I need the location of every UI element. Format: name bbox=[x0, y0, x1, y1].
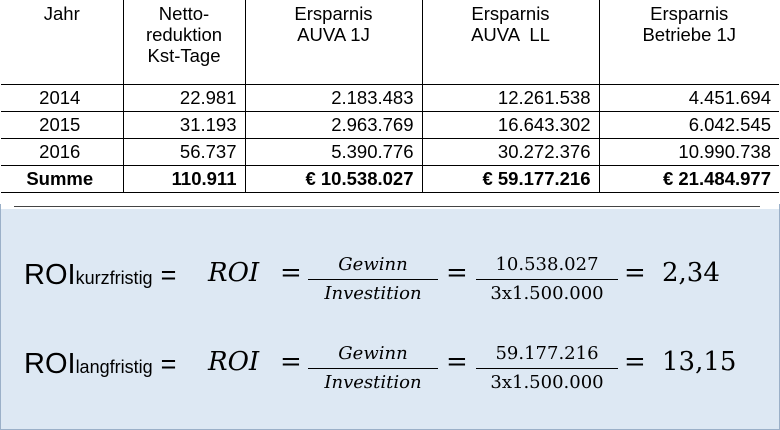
cell-netto: 31.193 bbox=[123, 112, 245, 139]
cell-summe-betriebe-1j: € 21.484.977 bbox=[599, 166, 779, 193]
fraction-gewinn-investition: Gewinn Investition bbox=[308, 342, 438, 395]
header-ersparnis-auva-ll: Ersparnis AUVA LL bbox=[422, 0, 599, 85]
equals-sign: = bbox=[280, 347, 302, 377]
header-nettoreduktion: Netto- reduktion Kst-Tage bbox=[123, 0, 245, 85]
cell-year: 2016 bbox=[1, 139, 123, 166]
header-jahr: Jahr bbox=[1, 0, 123, 85]
roi-result: 2,34 bbox=[662, 258, 720, 288]
roi-label: ROIkurzfristig = bbox=[24, 259, 177, 291]
equals-sign: = bbox=[624, 347, 646, 377]
cell-year: 2014 bbox=[1, 85, 123, 112]
cell-summe-auva-ll: € 59.177.216 bbox=[422, 166, 599, 193]
roi-result: 13,15 bbox=[662, 347, 737, 377]
section-divider bbox=[14, 206, 760, 207]
cell-summe-netto: 110.911 bbox=[123, 166, 245, 193]
equals-sign: = bbox=[446, 258, 468, 288]
cell-summe-auva-1j: € 10.538.027 bbox=[245, 166, 422, 193]
cell-summe-label: Summe bbox=[1, 166, 123, 193]
cell-year: 2015 bbox=[1, 112, 123, 139]
formula-panel bbox=[1, 209, 779, 429]
equals-sign: = bbox=[624, 258, 646, 288]
cell-netto: 56.737 bbox=[123, 139, 245, 166]
cell-netto: 22.981 bbox=[123, 85, 245, 112]
roi-symbol: ROI bbox=[208, 347, 260, 377]
header-ersparnis-auva-1j: Ersparnis AUVA 1J bbox=[245, 0, 422, 85]
table-row bbox=[1, 139, 779, 166]
table-row bbox=[1, 112, 779, 139]
fraction-values: 59.177.216 3x1.500.000 bbox=[476, 342, 618, 395]
cell-betriebe-1j: 10.990.738 bbox=[599, 139, 779, 166]
cell-auva-ll: 16.643.302 bbox=[422, 112, 599, 139]
fraction-gewinn-investition: Gewinn Investition bbox=[308, 253, 438, 306]
equals-sign: = bbox=[446, 347, 468, 377]
roi-symbol: ROI bbox=[208, 258, 260, 288]
cell-betriebe-1j: 4.451.694 bbox=[599, 85, 779, 112]
cell-betriebe-1j: 6.042.545 bbox=[599, 112, 779, 139]
roi-label: ROIlangfristig = bbox=[24, 348, 177, 380]
equals-sign: = bbox=[280, 258, 302, 288]
cell-auva-1j: 5.390.776 bbox=[245, 139, 422, 166]
summary-row bbox=[1, 166, 779, 193]
cell-auva-ll: 12.261.538 bbox=[422, 85, 599, 112]
cell-auva-1j: 2.183.483 bbox=[245, 85, 422, 112]
header-ersparnis-betriebe-1j: Ersparnis Betriebe 1J bbox=[599, 0, 779, 85]
table-header-row bbox=[1, 0, 779, 85]
savings-table bbox=[1, 0, 779, 193]
table-section bbox=[0, 0, 780, 204]
table-row bbox=[1, 85, 779, 112]
cell-auva-1j: 2.963.769 bbox=[245, 112, 422, 139]
cell-auva-ll: 30.272.376 bbox=[422, 139, 599, 166]
fraction-values: 10.538.027 3x1.500.000 bbox=[476, 253, 618, 306]
